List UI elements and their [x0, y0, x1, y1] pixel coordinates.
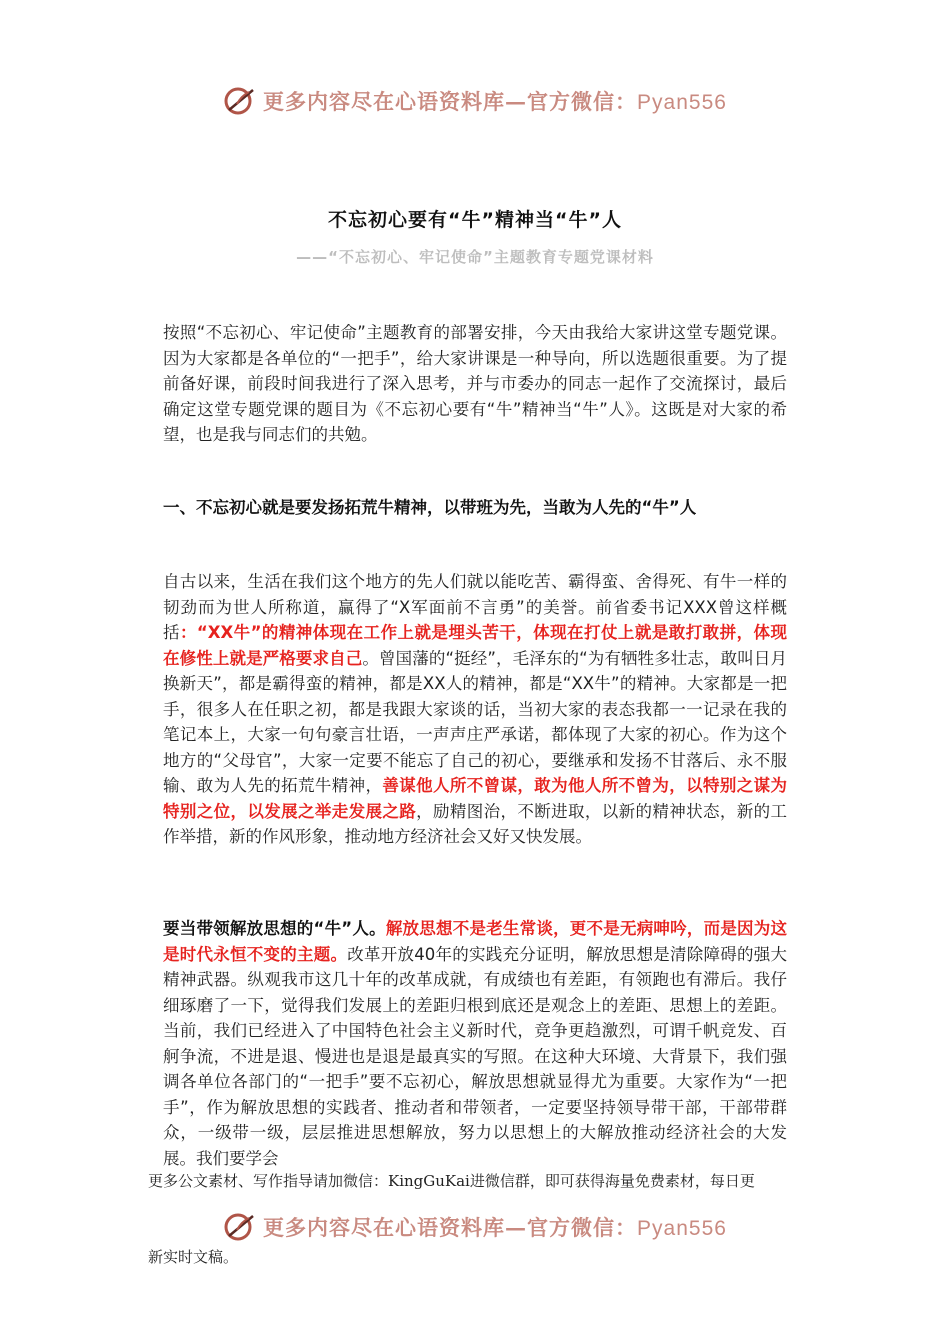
paragraph-2-highlight: 解放思想不是老生常谈，更不是无病呻吟，而是因为这是时代永恒不变的主题。: [163, 919, 787, 964]
document-title: 不忘初心要有“牛”精神当“牛”人: [328, 209, 622, 231]
document-subtitle: ——“不忘初心、牢记使命”主题教育专题党课材料: [296, 248, 654, 266]
paragraph-2: [163, 916, 787, 1171]
banner-text: 更多内容尽在心语资料库—官方微信：Pyan556: [263, 1215, 727, 1240]
section-heading-1: 一、不忘初心就是要发扬拓荒牛精神，以带班为先，当敢为人先的“牛”人: [163, 498, 697, 517]
paragraph-1-text-c: 。曾国藩的“挺经”，毛泽东的“为有牺牲多壮志，敢叫日月换新天”，都是霸得蛮的精神，都是XX人的精神，都是“XX牛”的精神。大家都是一把手，很多人在任职之初，都是我跟大家谈的话，当初大家的表态我都一一记录在我的笔记本上，大家一句句豪言壮语，一声声庄严承诺，都体现了大家的初心。作为这个地方的“父母官”，大家一定要不能忘了自己的初心，要继承和发扬不甘落后、永不服输、敢为人先的拓荒牛精神，: [163, 648, 787, 795]
paragraph-1: [163, 569, 787, 850]
intro-paragraph: 按照“不忘初心、牢记使命”主题教育的部署安排，今天由我给大家讲这堂专题党课。因为大家都是各单位的“一把手”，给大家讲课是一种导向，所以选题很重要。为了提前备好课，前段时间我进行了深入思考，并与市委办的同志一起作了交流探讨，最后确定这堂专题党课的题目为《不忘初心要有“牛”精神当“牛”人》。这既是对大家的希望，也是我与同志们的共勉。: [163, 323, 787, 444]
footer-line-1: 更多公文素材、写作指导请加微信：KingGuKai进微信群，即可获得海量免费素材，每日更: [148, 1172, 755, 1190]
footer-line-2: 新实时文稿。: [148, 1248, 239, 1266]
paragraph-1-text-e: ，励精图治，不断进取，以新的精神状态，新的工作举措，新的作风形象，推动地方经济社会又好又快发展。: [163, 801, 787, 846]
paragraph-1-text-a: 自古以来，生活在我们这个地方的先人们就以能吃苦、霸得蛮、舍得死、有牛一样的韧劲而为世人所称道，赢得了“X军面前不言勇”的美誉。前省委书记XXX曾这样概括: [163, 572, 787, 642]
banner-wechat: Pyan556: [637, 1217, 727, 1240]
watermark-banner-top: [0, 86, 950, 116]
paragraph-2-text: 改革开放40年的实践充分证明，解放思想是清除障碍的强大精神武器。纵观我市这几十年的改革成就，有成绩也有差距，有领跑也有滞后。我仔细琢磨了一下，觉得我们发展上的差距归根到底还是观念上的差距、思想上的差距。当前，我们已经进入了中国特色社会主义新时代，竞争更趋激烈，可谓千帆竞发、百舸争流，不进是退、慢进也是退是最真实的写照。在这种大环境、大背景下，我们强调各单位各部门的“一把手”要不忘初心，解放思想就显得尤为重要。大家作为“一把手”，作为解放思想的实践者、推动者和带领者，一定要坚持领导带干部，干部带群众，一级带一级，层层推进思想解放，努力以思想上的大解放推动经济社会的大发展。我们要学会: [163, 944, 787, 1168]
banner-text: 更多内容尽在心语资料库—官方微信：Pyan556: [263, 89, 727, 114]
watermark-banner-bottom: [0, 1212, 950, 1242]
banner-wechat: Pyan556: [637, 91, 727, 114]
paragraph-2-lead: 要当带领解放思想的“牛”人。: [163, 919, 386, 938]
quill-logo-icon: [223, 1212, 257, 1242]
paragraph-1-highlight-1: ：“XX牛”的精神体现在工作上就是埋头苦干，体现在打仗上就是敢打敢拼，体现在修性上就是严格要求自己: [163, 623, 787, 668]
quill-logo-icon: [223, 86, 257, 116]
paragraph-1-highlight-2: 善谋他人所不曾谋，敢为他人所不曾为，以特别之谋为特别之位，以发展之举走发展之路: [163, 776, 787, 821]
